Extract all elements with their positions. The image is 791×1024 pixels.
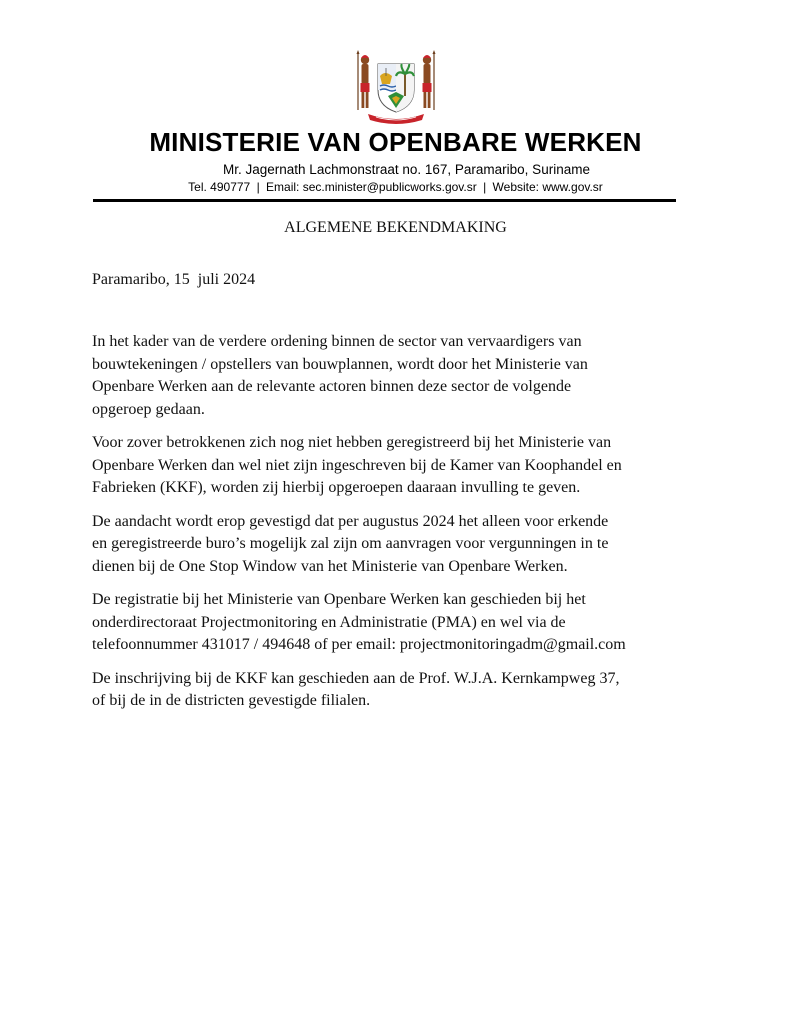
paragraph-line: onderdirectoraat Projectmonitoring en Administratie (PMA) en wel via de xyxy=(92,613,566,631)
ministry-title: MINISTERIE VAN OPENBARE WERKEN xyxy=(149,127,642,157)
body-paragraph xyxy=(92,589,712,657)
coat-of-arms-emblem xyxy=(352,50,440,126)
paragraph-line: De inschrijving bij de KKF kan geschieden aan de Prof. W.J.A. Kernkampweg 37, xyxy=(92,669,620,687)
left-supporter-figure xyxy=(357,50,370,110)
paragraph-line: De aandacht wordt erop gevestigd dat per augustus 2024 het alleen voor erkende xyxy=(92,512,609,530)
contact-phone: Tel. 490777 xyxy=(188,180,251,194)
paragraph-line: Fabrieken (KKF), worden zij hierbij opgeroepen daaraan invulling te geven. xyxy=(92,479,581,496)
body-paragraph xyxy=(92,331,712,421)
document-body xyxy=(92,331,712,724)
document-heading: ALGEMENE BEKENDMAKING xyxy=(284,219,507,236)
paragraph-line: bouwtekeningen / opstellers van bouwplannen, wordt door het Ministerie van xyxy=(92,355,588,373)
paragraph-line: opgeroep gedaan. xyxy=(92,400,205,418)
motto-ribbon xyxy=(368,114,424,124)
right-supporter-figure xyxy=(423,50,436,110)
ministry-address: Mr. Jagernath Lachmonstraat no. 167, Paramaribo, Suriname xyxy=(223,162,590,177)
date-line: Paramaribo, 15 juli 2024 xyxy=(92,271,256,288)
central-shield xyxy=(378,64,414,112)
paragraph-line: telefoonnummer 431017 / 494648 of per email: projectmonitoringadm@gmail.com xyxy=(92,636,626,653)
coat-of-arms-icon xyxy=(352,50,440,126)
body-paragraph xyxy=(92,511,712,579)
paragraph-line: In het kader van de verdere ordening binnen de sector van vervaardigers van xyxy=(92,333,582,350)
paragraph-line: Openbare Werken aan de relevante actoren binnen deze sector de volgende xyxy=(92,378,572,395)
contact-website: Website: www.gov.sr xyxy=(492,180,603,194)
paragraph-line: De registratie bij het Ministerie van Openbare Werken kan geschieden bij het xyxy=(92,591,586,608)
contact-email: Email: sec.minister@publicworks.gov.sr xyxy=(266,180,477,194)
contact-separator: | xyxy=(256,180,260,194)
paragraph-line: dienen bij de One Stop Window van het Ministerie van Openbare Werken. xyxy=(92,557,568,575)
contact-line xyxy=(0,179,791,196)
paragraph-line: of bij de in de districten gevestigde filialen. xyxy=(92,692,371,709)
body-paragraph xyxy=(92,668,712,713)
paragraph-line: Openbare Werken dan wel niet zijn ingeschreven bij de Kamer van Koophandel en xyxy=(92,456,622,474)
letterhead-divider xyxy=(93,199,676,202)
paragraph-line: Voor zover betrokkenen zich nog niet hebben geregistreerd bij het Ministerie van xyxy=(92,434,612,451)
body-paragraph xyxy=(92,432,712,500)
contact-separator: | xyxy=(483,180,487,194)
paragraph-line: en geregistreerde buro’s mogelijk zal zijn om aanvragen voor vergunningen in te xyxy=(92,535,609,552)
